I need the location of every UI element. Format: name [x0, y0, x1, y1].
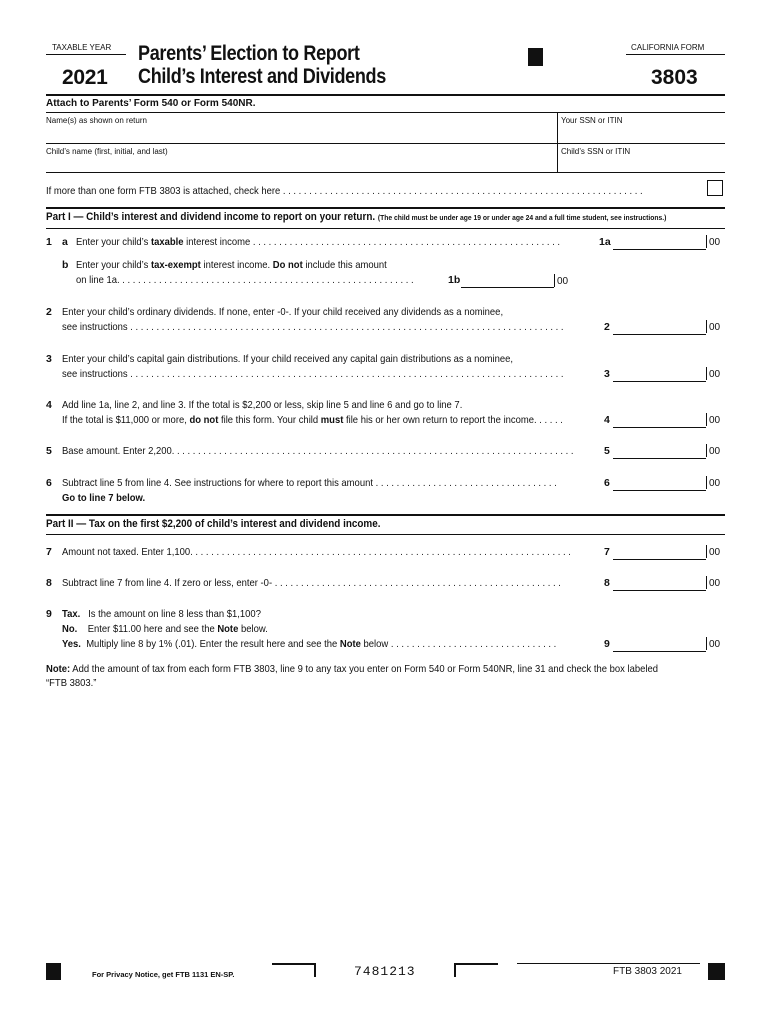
line-1a-text: Enter your child’s taxable interest income . . . . . . . . . . . . . . . . . . . . . . . . . . . . . . . . . . . . . . . . . . . . . . . . . . . . . . . . . . . — [76, 236, 561, 248]
line-3-ref: 3 — [604, 368, 610, 380]
line-3-text1: Enter your child’s capital gain distributions. If your child received any capital gain distributions as a nominee, — [62, 353, 514, 365]
line-9-ref: 9 — [604, 638, 610, 650]
line-2-ref: 2 — [604, 321, 610, 333]
form-title-line2: Child’s Interest and Dividends — [138, 65, 386, 88]
line-3-text2: see instructions . . . . . . . . . . . . . . . . . . . . . . . . . . . . . . . . . . . . . . . . . . . . . . . . . . . . . . . . . . . . . . . . . . . . . . . . . . . . . . . . . . . — [62, 368, 564, 380]
line-3-number: 3 — [46, 353, 52, 365]
attach-instruction: Attach to Parents’ Form 540 or Form 540NR. — [46, 98, 256, 109]
state-form-label: CALIFORNIA FORM — [631, 43, 705, 52]
line-3-amount[interactable] — [613, 367, 706, 382]
line-6-cents: 00 — [706, 476, 720, 489]
child-name-field[interactable] — [46, 157, 554, 171]
registration-mark — [528, 48, 543, 66]
footer-registration-mark-right — [708, 963, 725, 980]
line-1b-cents: 00 — [554, 274, 568, 287]
line-3-cents: 00 — [706, 367, 720, 380]
part1-heading — [46, 211, 666, 223]
line-6-ref: 6 — [604, 477, 610, 489]
line-7-number: 7 — [46, 546, 52, 558]
form-title — [138, 42, 413, 88]
footer-registration-mark-left — [46, 963, 61, 980]
part2-heading: Part II — Tax on the first $2,200 of child’s interest and dividend income. — [46, 518, 381, 530]
line-4-amount[interactable] — [613, 413, 706, 428]
line-6-text1: Subtract line 5 from line 4. See instructions for where to report this amount . . . . . . . . . . . . . . . . . . . . . . . . . . . . . . . . . . . — [62, 477, 557, 489]
multiple-forms-checkbox[interactable] — [707, 180, 723, 196]
line-1a-cents: 00 — [706, 235, 720, 248]
line-9-number: 9 — [46, 608, 52, 620]
tax-year: 2021 — [62, 66, 108, 89]
ssn-label: Your SSN or ITIN — [561, 116, 623, 125]
line-9-tax-row: Tax. Is the amount on line 8 less than $1,100? — [62, 608, 261, 620]
line-2-cents: 00 — [706, 320, 720, 333]
line-8-ref: 8 — [604, 577, 610, 589]
line-8-cents: 00 — [706, 576, 720, 589]
child-ssn-field[interactable] — [560, 157, 724, 171]
line-5-ref: 5 — [604, 445, 610, 457]
line-7-amount[interactable] — [613, 545, 706, 560]
line-2-amount[interactable] — [613, 320, 706, 335]
line-1b-ref: 1b — [448, 274, 461, 286]
line-1a-letter: a — [62, 236, 68, 248]
note-text: Note: Add the amount of tax from each form FTB 3803, line 9 to any tax you enter on Form 540 or Form 540NR, line 31 and check the box labeled “FTB 3803.” — [46, 663, 658, 689]
line-1b-text2: on line 1a. . . . . . . . . . . . . . . . . . . . . . . . . . . . . . . . . . . . . . . . . . . . . . . . . . . . . . . . . — [76, 274, 414, 286]
line-2-text2: see instructions . . . . . . . . . . . . . . . . . . . . . . . . . . . . . . . . . . . . . . . . . . . . . . . . . . . . . . . . . . . . . . . . . . . . . . . . . . . . . . . . . . . — [62, 321, 564, 333]
line-5-amount[interactable] — [613, 444, 706, 459]
line-5-cents: 00 — [706, 444, 720, 457]
line-9-no-row: No. Enter $11.00 here and see the Note below. — [62, 623, 268, 635]
line-1-number: 1 — [46, 236, 52, 248]
line-4-number: 4 — [46, 399, 52, 411]
form-id-footer: FTB 3803 2021 — [613, 966, 682, 977]
line-6-number: 6 — [46, 477, 52, 489]
line-5-number: 5 — [46, 445, 52, 457]
line-1b-letter: b — [62, 259, 69, 271]
line-1b-text: Enter your child’s tax-exempt interest income. Do not include this amount — [76, 259, 387, 271]
privacy-notice: For Privacy Notice, get FTB 1131 EN-SP. — [92, 970, 235, 979]
line-1a-amount[interactable] — [613, 235, 706, 250]
line-9-amount[interactable] — [613, 637, 706, 652]
part1-heading-text: Part I — Child’s interest and dividend income to report on your return. — [46, 211, 376, 223]
line-8-text: Subtract line 7 from line 4. If zero or less, enter -0- . . . . . . . . . . . . . . . . . . . . . . . . . . . . . . . . . . . . . . . . . . . . . . . . . . . . . . . — [62, 577, 561, 589]
line-4-text2: If the total is $11,000 or more, do not file this form. Your child must file his or her own return to report the income. . . . . . — [62, 414, 563, 426]
line-4-cents: 00 — [706, 413, 720, 426]
ssn-field[interactable] — [560, 126, 724, 142]
names-label: Name(s) as shown on return — [46, 116, 147, 125]
line-1a-ref: 1a — [599, 236, 611, 248]
line-7-text: Amount not taxed. Enter 1,100. . . . . . . . . . . . . . . . . . . . . . . . . . . . . . . . . . . . . . . . . . . . . . . . . . . . . . . . . . . . . . . . . . . . . . . . . — [62, 546, 571, 558]
line-9-yes-row: Yes. Multiply line 8 by 1% (.01). Enter the result here and see the Note below . . . . . . . . . . . . . . . . . . . . . . . . . . . . . . . . — [62, 638, 557, 650]
line-6-text2: Go to line 7 below. — [62, 492, 146, 504]
taxable-year-label: TAXABLE YEAR — [52, 43, 112, 52]
line-2-text1: Enter your child’s ordinary dividends. If none, enter -0-. If your child received any dividends as a nominee, — [62, 306, 504, 318]
form-number: 3803 — [651, 66, 698, 89]
line-5-text: Base amount. Enter 2,200. . . . . . . . . . . . . . . . . . . . . . . . . . . . . . . . . . . . . . . . . . . . . . . . . . . . . . . . . . . . . . . . . . . . . . . . . . . . . — [62, 445, 574, 457]
line-1b-amount[interactable] — [461, 273, 554, 288]
multiple-forms-text: If more than one form FTB 3803 is attached, check here . . . . . . . . . . . . . . . . . . . . . . . . . . . . . . . . . . . . . . . . . . . . . . . . . . . . . . . . . . . . . . . . . . . . . — [46, 185, 643, 197]
line-6-amount[interactable] — [613, 476, 706, 491]
part1-heading-note: (The child must be under age 19 or under age 24 and a full time student, see instructions.) — [377, 213, 667, 222]
line-7-cents: 00 — [706, 545, 720, 558]
line-9-cents: 00 — [706, 637, 720, 650]
line-8-number: 8 — [46, 577, 52, 589]
child-name-label: Child’s name (first, initial, and last) — [46, 147, 168, 156]
line-2-number: 2 — [46, 306, 52, 318]
barcode-number: 7481213 — [354, 964, 416, 979]
form-title-line1: Parents’ Election to Report — [138, 42, 360, 65]
child-ssn-label: Child’s SSN or ITIN — [561, 147, 631, 156]
names-field[interactable] — [46, 126, 554, 142]
line-7-ref: 7 — [604, 546, 610, 558]
line-4-text1: Add line 1a, line 2, and line 3. If the total is $2,200 or less, skip line 5 and line 6 and go to line 7. — [62, 399, 463, 411]
line-8-amount[interactable] — [613, 576, 706, 591]
line-4-ref: 4 — [604, 414, 610, 426]
